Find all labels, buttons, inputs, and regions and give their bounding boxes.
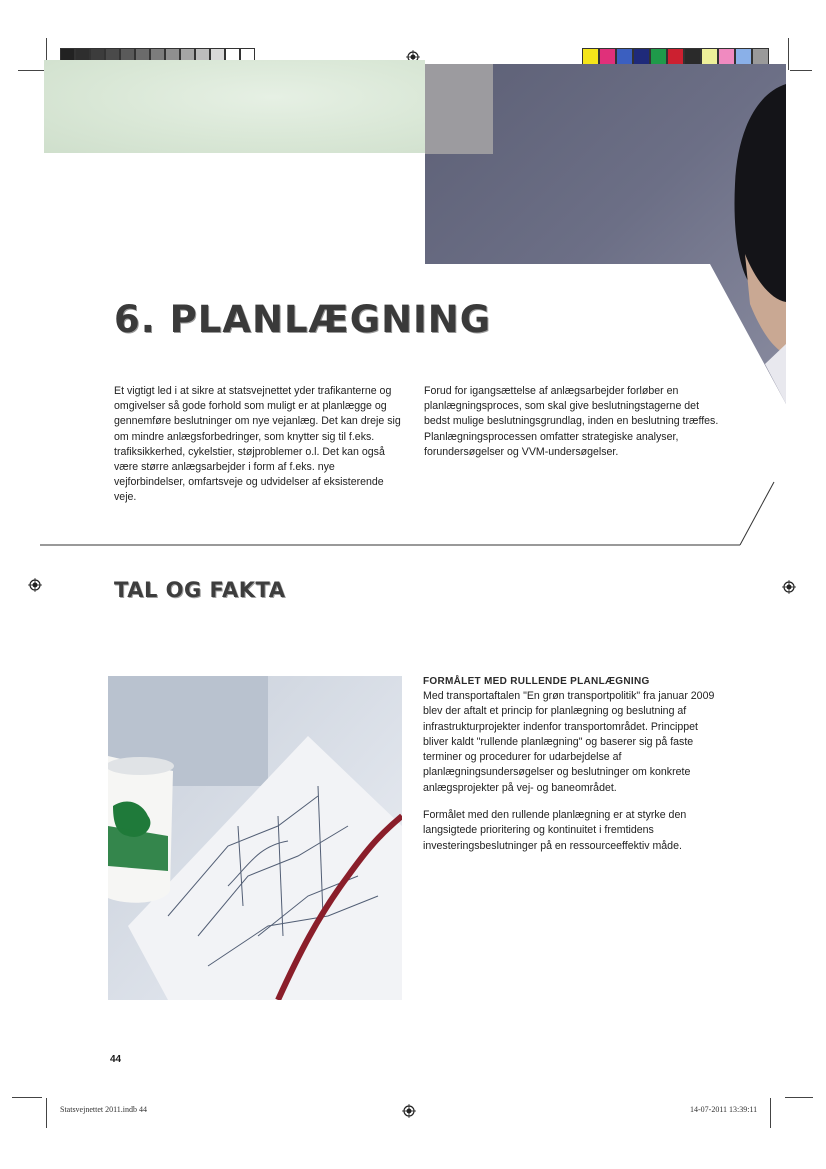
chapter-title: 6. PLANLÆGNING	[114, 298, 492, 341]
crop-mark	[790, 70, 812, 71]
page-number: 44	[110, 1054, 122, 1065]
header-background-block	[44, 60, 425, 153]
crop-mark	[18, 70, 46, 71]
intro-left-column: Et vigtigt led i at sikre at statsvejnettet yder trafikanterne og omgivelser så gode forhold som muligt er at planlægge og gennemføre beslutninger om nye vejanlæg. Det kan dreje sig om mindre anlægsforbedringer, som knytter sig til f.eks. trafiksikkerhed, cykelstier, støjproblemer o.l. Det kan også være større anlægsarbejder i form af f.eks. nye vejforbindelser, omfartsveje og udvidelser af eksisterende veje.	[114, 385, 401, 504]
crop-mark	[770, 1098, 771, 1128]
intro-right-column: Forud for igangsættelse af anlægsarbejder forløber en planlægningsproces, som skal give beslutningstagerne det bedst mulige beslutningsgrundlag, inden en beslutning træffes. Planlægningsprocessen omfatter strategiske analyser, forundersøgelser og VVM-undersøgelser.	[424, 385, 719, 458]
facts-heading: FORMÅLET MED RULLENDE PLANLÆGNING	[423, 676, 650, 687]
print-timestamp: 14-07-2011 13:39:11	[690, 1105, 758, 1114]
crop-mark	[788, 38, 789, 70]
registration-mark-icon	[28, 578, 42, 592]
facts-section-title: TAL OG FAKTA	[114, 578, 286, 602]
registration-mark-icon	[402, 1104, 416, 1118]
facts-paragraph-2: Formålet med den rullende planlægning er at styrke den langsigtede prioritering og kontinuitet i fremtidens investeringsbeslutninger på en ressourceeffektiv måde.	[423, 809, 687, 852]
file-slug: Statsvejnettet 2011.indb 44	[60, 1105, 148, 1114]
section-divider	[40, 480, 780, 550]
facts-paragraph-1: Med transportaftalen "En grøn transportpolitik" fra januar 2009 blev der aftalt et princip for planlægning og beslutning af infrastrukturprojekter indenfor transportområdet. Princippet bliver kaldt "rullende planlægning" og baserer sig på faste terminer og procedurer for udarbejdelse af planlægningsundersøgelser og beslutninger om konkrete anlægsprojekter på vej- og baneområdet.	[423, 690, 715, 794]
registration-mark-icon	[782, 580, 796, 594]
crop-mark	[12, 1097, 42, 1098]
crop-mark	[46, 1098, 47, 1128]
map-photo	[108, 676, 402, 1000]
crop-mark	[785, 1097, 813, 1098]
header-photo	[425, 64, 786, 404]
